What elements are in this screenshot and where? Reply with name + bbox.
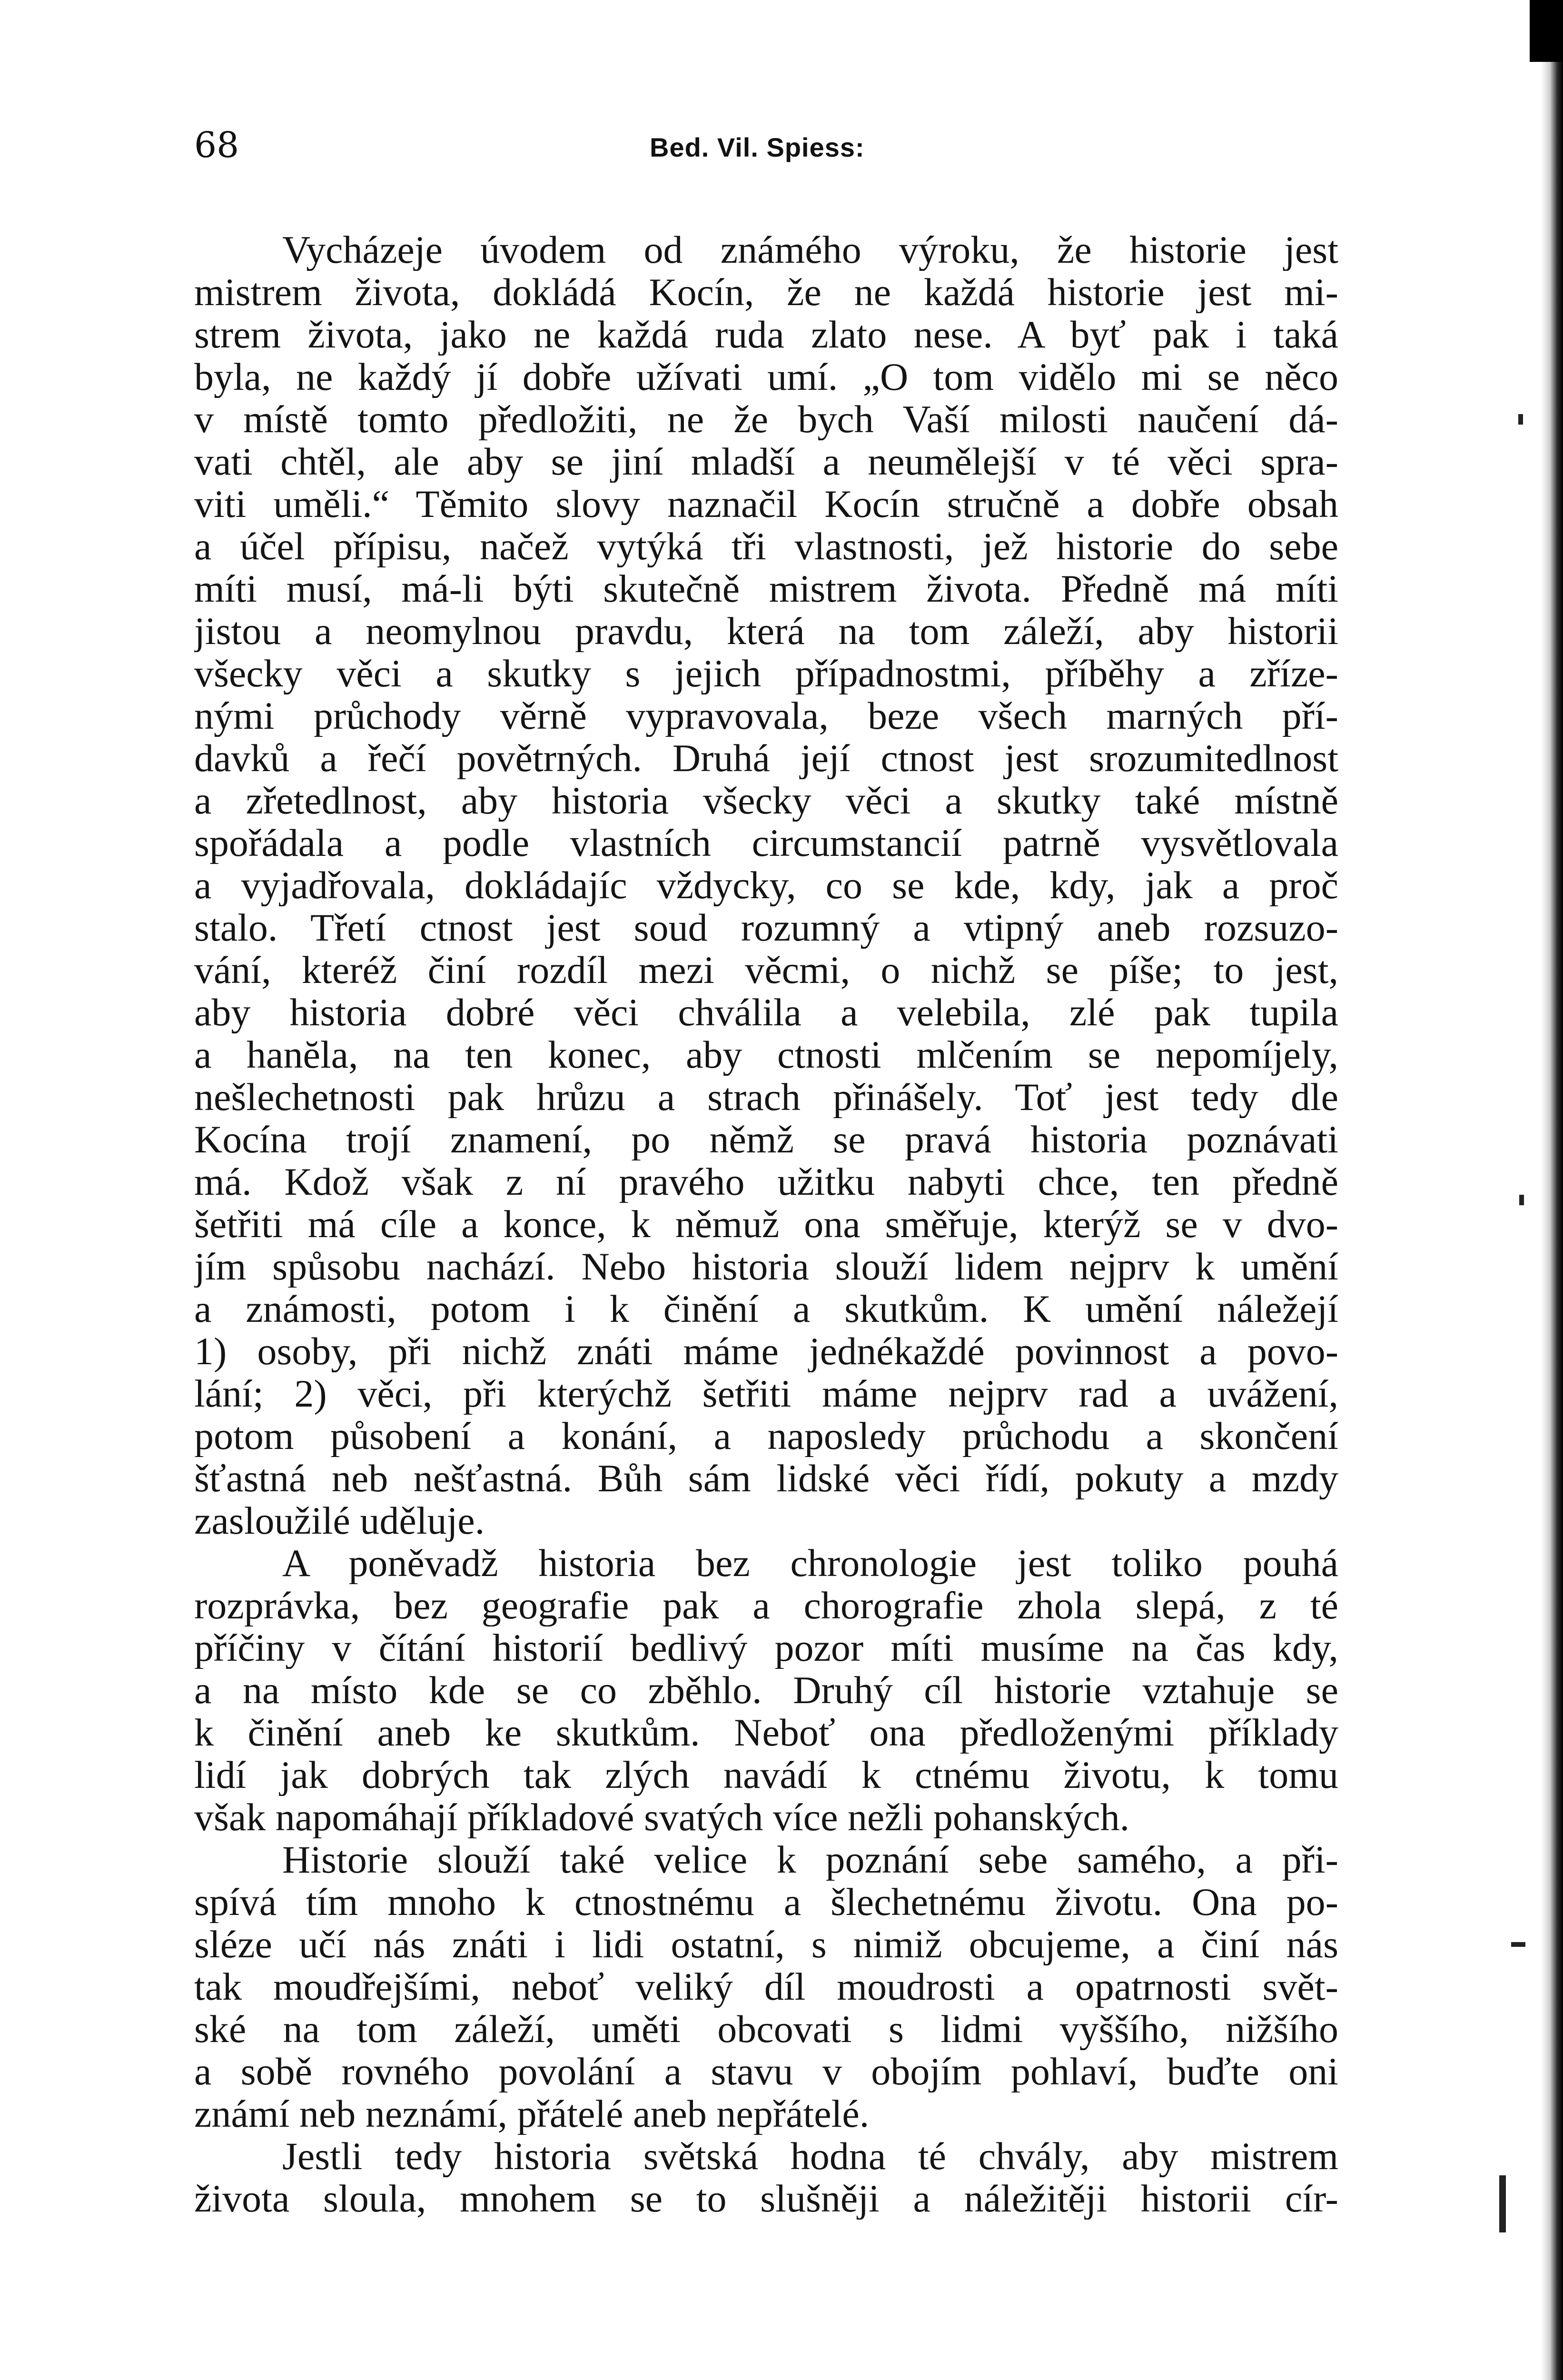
text-line: má. Kdož však z ní pravého užitku nabyti chce, ten předně	[194, 1160, 1338, 1203]
scan-edge-shadow	[1541, 0, 1563, 2380]
text-line: 1) osoby, při nichž znáti máme jednékaždé povinnost a povo-	[194, 1330, 1338, 1372]
text-line: vati chtěl, ale aby se jiní mladší a neumělejší v té věci spra-	[194, 440, 1338, 483]
text-line: a hanĕla, na ten konec, aby ctnosti mlčením se nepomíjely,	[194, 1033, 1338, 1076]
text-line: stalo. Třetí ctnost jest soud rozumný a vtipný aneb rozsuzo-	[194, 906, 1338, 949]
text-line: zasloužilé uděluje.	[194, 1499, 485, 1542]
text-line: však napomáhají příkladové svatých více nežli pohanských.	[194, 1796, 1130, 1838]
body-text	[194, 228, 1338, 2220]
text-line: A poněvadž historia bez chronologie jest toliko pouhá	[282, 1542, 1338, 1584]
text-line: a účel přípisu, načež vytýká tři vlastnosti, jež historie do sebe	[194, 525, 1338, 567]
text-line: a na místo kde se co zběhlo. Druhý cíl historie vztahuje se	[194, 1669, 1338, 1711]
text-line: Jestli tedy historia světská hodna té chvály, aby mistrem	[282, 2135, 1338, 2177]
text-line: a známosti, potom i k činění a skutkům. K umění náležejí	[194, 1288, 1338, 1330]
text-line: v místě tomto předložiti, ne že bych Vaší milosti naučení dá-	[194, 398, 1338, 440]
text-line: známí neb neznámí, přátelé aneb nepřátelé.	[194, 2092, 870, 2135]
page-number: 68	[194, 125, 239, 166]
text-line: míti musí, má-li býti skutečně mistrem života. Předně má míti	[194, 567, 1338, 610]
scan-speck	[1499, 2175, 1506, 2232]
text-line: k činění aneb ke skutkům. Neboť ona předloženými příklady	[194, 1711, 1338, 1754]
text-line: Kocína trojí znamení, po němž se pravá historia poznávati	[194, 1118, 1338, 1160]
text-line: aby historia dobré věci chválila a velebila, zlé pak tupila	[194, 991, 1338, 1033]
text-line: viti uměli.“ Těmito slovy naznačil Kocín stručně a dobře obsah	[194, 483, 1338, 525]
scan-speck	[1518, 414, 1523, 425]
scan-speck	[1511, 1942, 1525, 1947]
scan-speck	[1519, 1195, 1524, 1205]
text-line: lání; 2) věci, při kterýchž šetřiti máme nejprv rad a uvážení,	[194, 1372, 1338, 1415]
text-line: všecky věci a skutky s jejich případnostmi, příběhy a zříze-	[194, 652, 1338, 694]
text-line: a sobě rovného povolání a stavu v obojím pohlaví, buďte oni	[194, 2050, 1338, 2092]
text-line: davků a řečí povětrných. Druhá její ctnost jest srozumitedlnost	[194, 737, 1338, 779]
text-line: tak moudřejšími, neboť veliký díl moudrosti a opatrnosti svět-	[194, 1965, 1338, 2008]
text-line: rozprávka, bez geografie pak a chorografie zhola slepá, z té	[194, 1584, 1338, 1626]
text-line: nými průchody věrně vypravovala, beze všech marných pří-	[194, 694, 1338, 737]
text-line: ské na tom záleží, uměti obcovati s lidmi vyššího, nižšího	[194, 2008, 1338, 2050]
text-line: Historie slouží také velice k poznání sebe samého, a při-	[282, 1838, 1338, 1881]
text-line: a vyjadřovala, dokládajíc vždycky, co se kde, kdy, jak a proč	[194, 864, 1338, 906]
text-line: jistou a neomylnou pravdu, která na tom záleží, aby historii	[194, 610, 1338, 652]
text-line: sléze učí nás znáti i lidi ostatní, s nimiž obcujeme, a činí nás	[194, 1923, 1338, 1965]
text-line: jím spůsobu nachází. Nebo historia slouží lidem nejprv k umění	[194, 1245, 1338, 1288]
text-line: šťastná neb nešťastná. Bůh sám lidské věci řídí, pokuty a mzdy	[194, 1457, 1338, 1499]
text-line: spívá tím mnoho k ctnostnému a šlechetnému životu. Ona po-	[194, 1881, 1338, 1923]
text-line: spořádala a podle vlastních circumstancií patrně vysvětlovala	[194, 822, 1338, 864]
scan-edge-corner	[1530, 0, 1563, 62]
text-line: mistrem života, dokládá Kocín, že ne každá historie jest mi-	[194, 271, 1338, 313]
text-line: potom působení a konání, a naposledy průchodu a skončení	[194, 1415, 1338, 1457]
text-line: nešlechetnosti pak hrůzu a strach přinášely. Toť jest tedy dle	[194, 1076, 1338, 1118]
text-line: vání, kteréž činí rozdíl mezi věcmi, o nichž se píše; to jest,	[194, 949, 1338, 991]
text-line: a zřetedlnost, aby historia všecky věci a skutky také místně	[194, 779, 1338, 822]
text-line: lidí jak dobrých tak zlých navádí k ctnému životu, k tomu	[194, 1754, 1338, 1796]
running-title: Bed. Vil. Spiess:	[650, 132, 865, 162]
text-line: Vycházeje úvodem od známého výroku, že historie jest	[282, 228, 1338, 271]
text-line: strem života, jako ne každá ruda zlato nese. A byť pak i taká	[194, 313, 1338, 356]
text-line: byla, ne každý jí dobře užívati umí. „O tom vidělo mi se něco	[194, 356, 1338, 398]
text-line: příčiny v čítání historií bedlivý pozor míti musíme na čas kdy,	[194, 1626, 1338, 1669]
text-line: života sloula, mnohem se to slušněji a náležitěji historii cír-	[194, 2177, 1338, 2220]
text-line: šetřiti má cíle a konce, k němuž ona směřuje, kterýž se v dvo-	[194, 1203, 1338, 1245]
